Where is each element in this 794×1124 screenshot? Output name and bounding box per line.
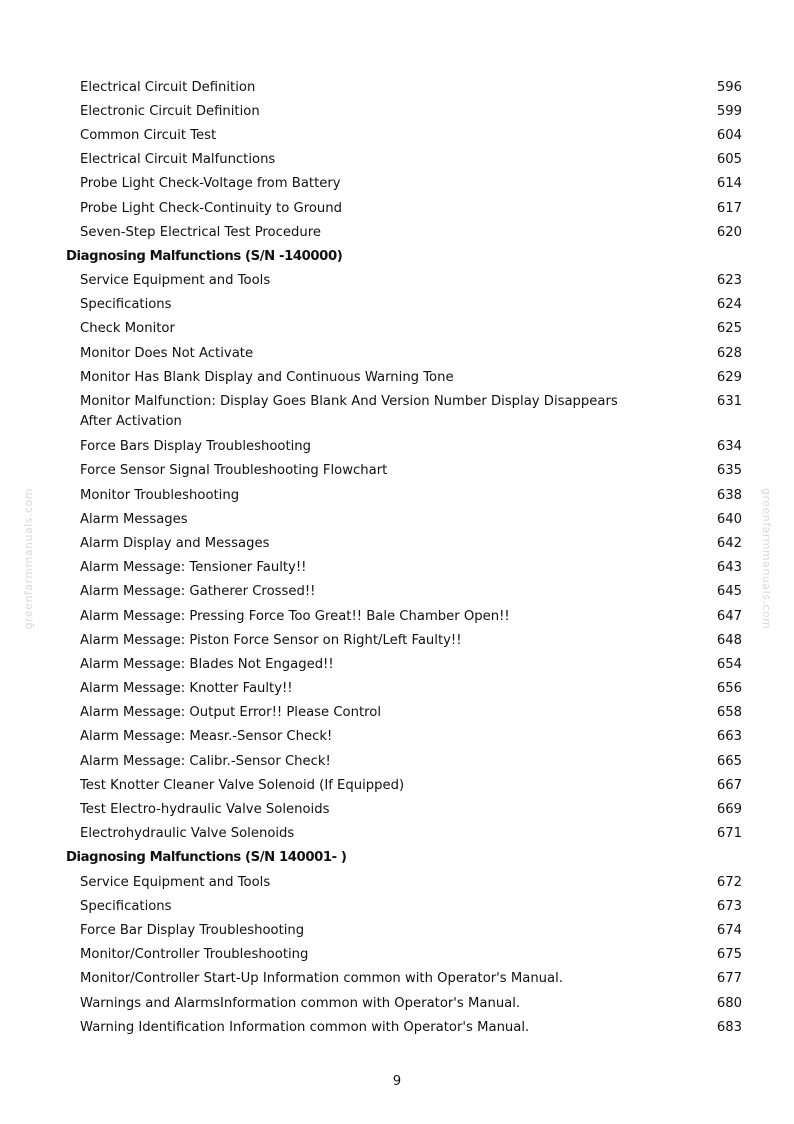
toc-entry[interactable] xyxy=(66,580,742,604)
toc-entry-title: Alarm Message: Calibr.-Sensor Check! xyxy=(80,753,331,769)
toc-entry-page: 673 xyxy=(716,898,742,914)
toc-entry-title: Monitor/Controller Troubleshooting xyxy=(80,947,309,963)
toc-entry-title: Seven-Step Electrical Test Procedure xyxy=(80,224,321,240)
toc-entry-title: Alarm Message: Measr.-Sensor Check! xyxy=(80,729,333,745)
toc-entry-page: 614 xyxy=(716,176,742,192)
toc-entry-page: 620 xyxy=(716,224,742,240)
toc-entry-page: 645 xyxy=(716,584,742,600)
toc-entry[interactable] xyxy=(66,483,742,507)
toc-entry-title: Diagnosing Malfunctions (S/N -140000) xyxy=(66,248,343,264)
toc-entry-page: 671 xyxy=(716,826,742,842)
toc-entry-title: Electrical Circuit Malfunctions xyxy=(80,152,276,168)
toc-entry-title: Alarm Message: Piston Force Sensor on Right/Left Faulty!! xyxy=(80,632,462,648)
toc-entry-page: 672 xyxy=(716,874,742,890)
watermark-right: greenfarmmanuals.com xyxy=(760,488,773,630)
toc-entry-page: 596 xyxy=(716,79,742,95)
toc-entry-page: 647 xyxy=(716,608,742,624)
toc-entry[interactable] xyxy=(66,556,742,580)
toc-entry-page: 643 xyxy=(716,560,742,576)
toc-entry[interactable] xyxy=(66,365,742,389)
toc-entry-title: Alarm Message: Pressing Force Too Great!! Bale Chamber Open!! xyxy=(80,608,510,624)
toc-entry-page: 629 xyxy=(716,369,742,385)
toc-entry-page: 604 xyxy=(716,127,742,143)
toc-entry[interactable] xyxy=(66,967,742,991)
toc-entry-page: 658 xyxy=(716,705,742,721)
toc-entry-page: 663 xyxy=(716,729,742,745)
toc-entry-title: Alarm Message: Gatherer Crossed!! xyxy=(80,584,316,600)
toc-entry-title: Service Equipment and Tools xyxy=(80,273,271,289)
toc-entry-title: Alarm Message: Knotter Faulty!! xyxy=(80,681,293,697)
toc-entry[interactable] xyxy=(66,652,742,676)
toc-entry-title: Probe Light Check-Voltage from Battery xyxy=(80,176,341,192)
toc-entry[interactable] xyxy=(66,1015,742,1039)
toc-entry-title: Service Equipment and Tools xyxy=(80,874,271,890)
toc-entry-page: 654 xyxy=(716,656,742,672)
toc-entry[interactable] xyxy=(66,870,742,894)
toc-entry-title: Alarm Message: Blades Not Engaged!! xyxy=(80,656,334,672)
toc-entry-page: 642 xyxy=(716,535,742,551)
toc-entry-page: 624 xyxy=(716,297,742,313)
toc-entry-title: Warning Identification Information common with Operator's Manual. xyxy=(80,1019,530,1035)
toc-entry[interactable] xyxy=(66,628,742,652)
toc-entry[interactable] xyxy=(66,459,742,483)
toc-entry-page: 656 xyxy=(716,681,742,697)
toc-entry[interactable] xyxy=(66,196,742,220)
toc-section-heading[interactable] xyxy=(66,244,742,268)
toc-entry-page: 648 xyxy=(716,632,742,648)
watermark-left: greenfarmmanuals.com xyxy=(22,488,35,630)
toc-entry-title: Specifications xyxy=(80,297,172,313)
toc-entry[interactable] xyxy=(66,293,742,317)
toc-entry[interactable] xyxy=(66,99,742,123)
toc-entry-title: Monitor Has Blank Display and Continuous Warning Tone xyxy=(80,369,454,385)
toc-entry[interactable] xyxy=(66,991,742,1015)
toc-entry[interactable] xyxy=(66,822,742,846)
toc-entry-title: Alarm Display and Messages xyxy=(80,535,270,551)
toc-entry-page: 674 xyxy=(716,922,742,938)
toc-entry-page: 677 xyxy=(716,971,742,987)
toc-entry[interactable] xyxy=(66,773,742,797)
toc-entry-title: Force Bar Display Troubleshooting xyxy=(80,922,305,938)
toc-entry-page: 638 xyxy=(716,487,742,503)
toc-entry-page: 635 xyxy=(716,463,742,479)
toc-entry[interactable] xyxy=(66,918,742,942)
toc-entry-title: Force Sensor Signal Troubleshooting Flowchart xyxy=(80,463,388,479)
toc-entry-page: 631 xyxy=(716,394,742,410)
toc-entry-title: Alarm Message: Output Error!! Please Control xyxy=(80,705,381,721)
toc-entry-title: Monitor Malfunction: Display Goes Blank And Version Number Display Disappears After Activation xyxy=(80,394,618,430)
toc-entry-page: 628 xyxy=(716,345,742,361)
toc-entry-title: Alarm Message: Tensioner Faulty!! xyxy=(80,560,307,576)
toc-entry[interactable] xyxy=(66,507,742,531)
toc-entry-title: Diagnosing Malfunctions (S/N 140001- ) xyxy=(66,850,347,866)
toc-entry-title: Common Circuit Test xyxy=(80,127,217,143)
toc-entry-page: 665 xyxy=(716,753,742,769)
table-of-contents xyxy=(66,75,742,1039)
toc-entry[interactable] xyxy=(66,269,742,293)
toc-entry[interactable] xyxy=(66,604,742,628)
toc-entry[interactable] xyxy=(66,894,742,918)
toc-entry-title: Electrical Circuit Definition xyxy=(80,79,256,95)
toc-entry[interactable] xyxy=(66,75,742,99)
toc-entry[interactable] xyxy=(66,435,742,459)
toc-entry-page: 625 xyxy=(716,321,742,337)
toc-entry-page: 683 xyxy=(716,1019,742,1035)
toc-entry[interactable] xyxy=(66,797,742,821)
toc-entry-page: 634 xyxy=(716,439,742,455)
toc-entry[interactable] xyxy=(66,677,742,701)
toc-entry[interactable] xyxy=(66,123,742,147)
toc-entry-title: Force Bars Display Troubleshooting xyxy=(80,439,312,455)
toc-entry-page: 599 xyxy=(716,103,742,119)
toc-entry-page: 680 xyxy=(716,995,742,1011)
toc-entry-title: Monitor Does Not Activate xyxy=(80,345,254,361)
toc-entry[interactable] xyxy=(66,749,742,773)
toc-section-heading[interactable] xyxy=(66,846,742,870)
toc-entry[interactable] xyxy=(66,172,742,196)
toc-entry[interactable] xyxy=(66,701,742,725)
toc-entry-page: 667 xyxy=(716,777,742,793)
toc-entry-title: Monitor/Controller Start-Up Information common with Operator's Manual. xyxy=(80,971,563,987)
toc-entry-page: 669 xyxy=(716,802,742,818)
toc-entry-title: Warnings and AlarmsInformation common with Operator's Manual. xyxy=(80,995,521,1011)
toc-entry-page: 675 xyxy=(716,947,742,963)
toc-entry-title: Probe Light Check-Continuity to Ground xyxy=(80,200,342,216)
toc-entry-page: 623 xyxy=(716,273,742,289)
toc-entry[interactable] xyxy=(66,317,742,341)
toc-entry-title: Test Electro-hydraulic Valve Solenoids xyxy=(80,802,330,818)
toc-entry-title: Electronic Circuit Definition xyxy=(80,103,260,119)
toc-entry-title: Monitor Troubleshooting xyxy=(80,487,240,503)
toc-entry[interactable] xyxy=(66,341,742,365)
toc-entry-page: 640 xyxy=(716,511,742,527)
toc-entry[interactable] xyxy=(66,389,742,434)
page-number: 9 xyxy=(392,1074,402,1089)
toc-entry-title: Alarm Messages xyxy=(80,511,188,527)
toc-entry-title: Check Monitor xyxy=(80,321,175,337)
toc-entry-page: 617 xyxy=(716,200,742,216)
toc-entry[interactable] xyxy=(66,148,742,172)
toc-entry[interactable] xyxy=(66,725,742,749)
toc-entry-title: Test Knotter Cleaner Valve Solenoid (If Equipped) xyxy=(80,777,405,793)
toc-entry[interactable] xyxy=(66,531,742,555)
toc-entry[interactable] xyxy=(66,220,742,244)
toc-entry-title: Specifications xyxy=(80,898,172,914)
toc-entry[interactable] xyxy=(66,943,742,967)
toc-entry-page: 605 xyxy=(716,152,742,168)
toc-entry-title: Electrohydraulic Valve Solenoids xyxy=(80,826,295,842)
